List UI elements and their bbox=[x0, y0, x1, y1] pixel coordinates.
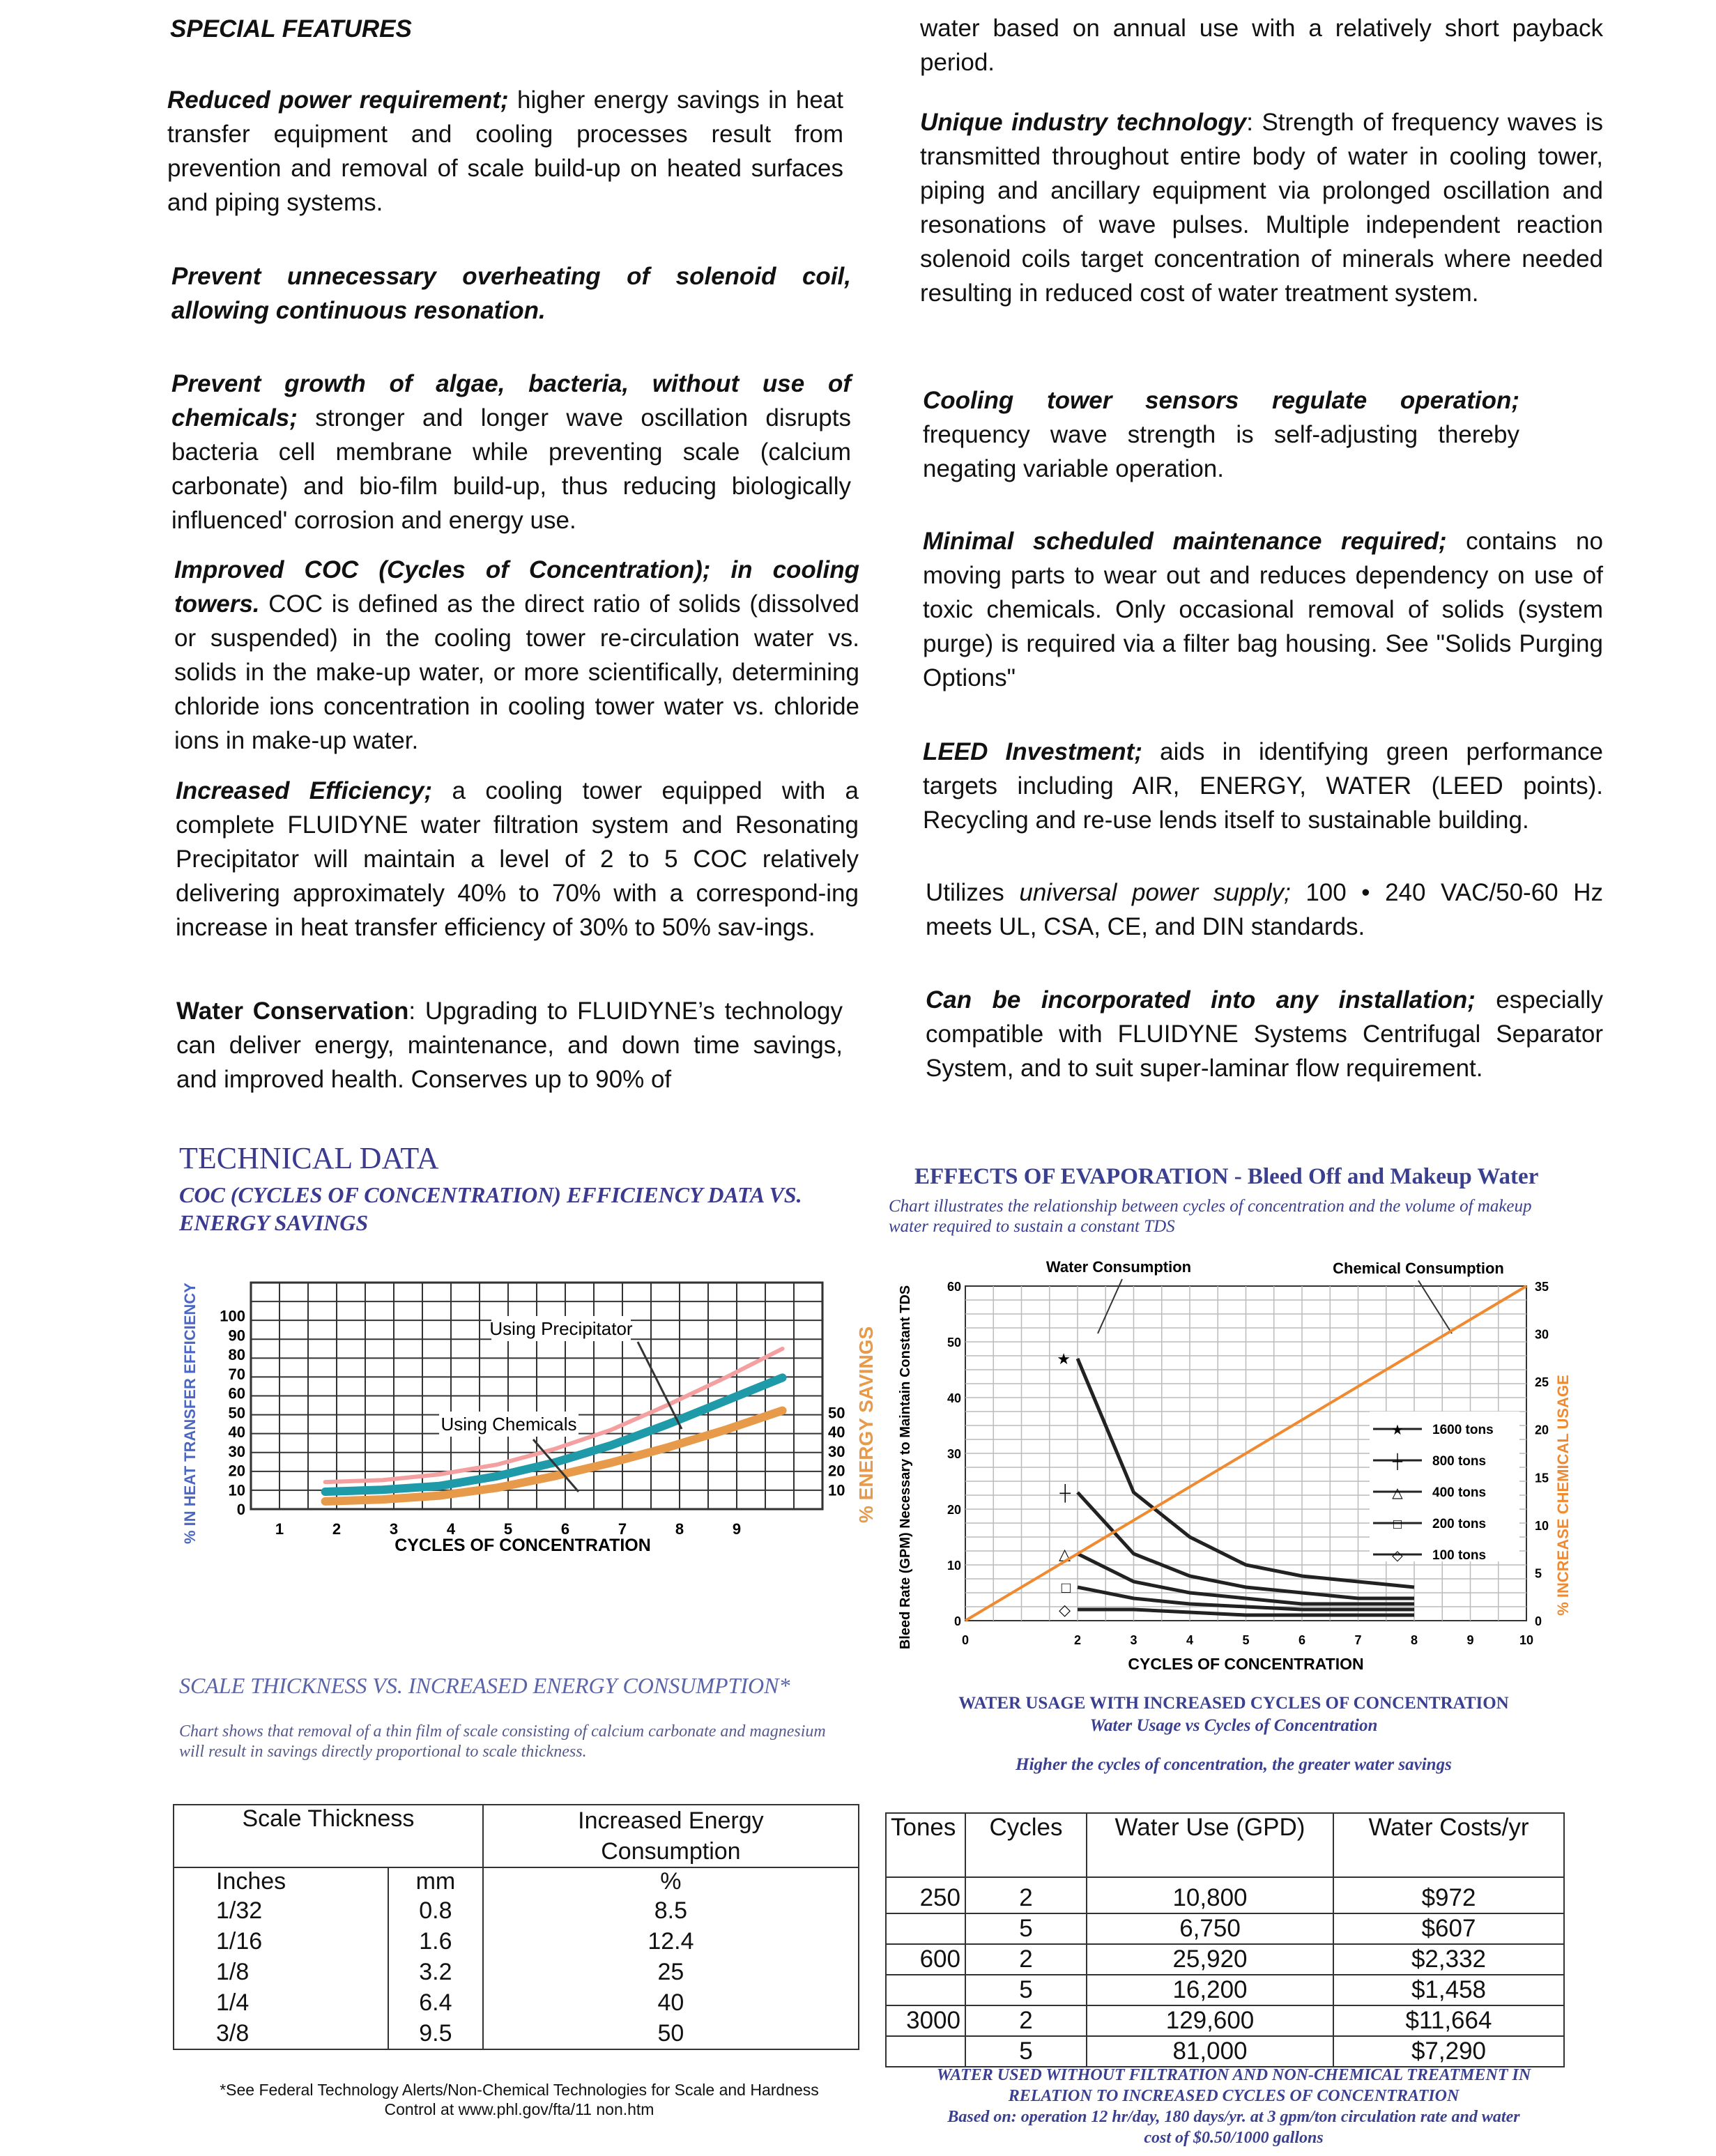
y2-tick-label: 50 bbox=[828, 1404, 845, 1422]
y2-tick-label: 10 bbox=[1535, 1518, 1549, 1533]
caption-line: Chart shows that removal of a thin film of scale consisting of calcium carbonate and magnesium bbox=[179, 1722, 826, 1741]
feature-reduced-power bbox=[167, 83, 843, 220]
feature-coc bbox=[174, 553, 859, 758]
x-tick-label: 1 bbox=[275, 1520, 284, 1538]
cell-tones: 600 bbox=[886, 1944, 965, 1975]
table-subheader-row bbox=[174, 1867, 859, 1895]
feature-text: water based on annual use with a relatively short payback period. bbox=[920, 15, 1603, 76]
header-cycles: Cycles bbox=[965, 1813, 1087, 1877]
cell-percent: 40 bbox=[483, 1987, 859, 2018]
cell-cycles: 2 bbox=[965, 1944, 1087, 1975]
y-tick-label: 50 bbox=[228, 1404, 245, 1422]
footnote-line: Control at www.phl.gov/fta/11 non.htm bbox=[384, 2100, 654, 2118]
feature-text: aids in identifying green performance targets including AIR, ENERGY, WATER (LEED points). Recycling and re-use lends itself to sustainable building. bbox=[923, 738, 1604, 834]
feature-efficiency bbox=[176, 774, 859, 945]
table-header-row bbox=[174, 1805, 859, 1867]
feature-power-supply bbox=[926, 876, 1603, 944]
x-tick-label: 8 bbox=[675, 1520, 684, 1538]
cell-water-use: 10,800 bbox=[1087, 1877, 1333, 1913]
feature-sensors bbox=[923, 383, 1519, 486]
feature-text: : Upgrading to FLUIDYNE’s technology can deliver energy, maintenance, and down time savings, and improved health. Conserves up to 90% of bbox=[176, 997, 843, 1093]
y-tick-label: 80 bbox=[228, 1346, 245, 1364]
legend-label: 100 tons bbox=[1432, 1548, 1487, 1563]
x-tick-label: 4 bbox=[1186, 1633, 1194, 1647]
legend-marker: ┼ bbox=[1392, 1454, 1403, 1469]
header-tones: Tones bbox=[886, 1813, 965, 1877]
y-tick-label: 0 bbox=[953, 1614, 961, 1628]
table-row bbox=[886, 1913, 1564, 1944]
cell-percent: 8.5 bbox=[483, 1895, 859, 1926]
feature-text: frequency wave strength is self-adjusting thereby negating variable operation. bbox=[923, 421, 1519, 482]
feature-title: Can be incorporated into any installation; bbox=[926, 986, 1476, 1014]
subheader-percent: % bbox=[483, 1867, 859, 1895]
cell-mm: 6.4 bbox=[388, 1987, 483, 2018]
evaporation-chart-title: EFFECTS OF EVAPORATION - Bleed Off and Makeup Water bbox=[914, 1164, 1539, 1189]
table-row bbox=[886, 1944, 1564, 1975]
feature-water-payback bbox=[920, 11, 1603, 79]
series-marker: ┼ bbox=[1059, 1484, 1071, 1501]
feature-title: Increased Efficiency; bbox=[176, 777, 433, 804]
header-water-use: Water Use (GPD) bbox=[1087, 1813, 1333, 1877]
table-row bbox=[174, 1895, 859, 1926]
special-features-heading: SPECIAL FEATURES bbox=[170, 15, 412, 43]
cell-water-costs: $7,290 bbox=[1333, 2036, 1564, 2067]
water-foot-line: WATER USED WITHOUT FILTRATION AND NON-CHEMICAL TREATMENT IN bbox=[936, 2066, 1531, 2084]
coc-efficiency-chart bbox=[174, 1241, 877, 1631]
series-marker: ★ bbox=[1057, 1350, 1071, 1368]
cell-tones bbox=[886, 2036, 965, 2067]
table-header-row bbox=[886, 1813, 1564, 1877]
feature-title: LEED Investment; bbox=[923, 738, 1142, 765]
subheader-inches: Inches bbox=[174, 1867, 388, 1895]
cell-mm: 9.5 bbox=[388, 2018, 483, 2049]
header-line: Increased Energy bbox=[578, 1807, 764, 1834]
cell-tones: 3000 bbox=[886, 2005, 965, 2036]
water-title-line: Higher the cycles of concentration, the greater water savings bbox=[1016, 1755, 1452, 1774]
subtitle-line: ENERGY SAVINGS bbox=[179, 1210, 369, 1235]
header-water-costs: Water Costs/yr bbox=[1333, 1813, 1564, 1877]
cell-water-use: 129,600 bbox=[1087, 2005, 1333, 2036]
feature-maintenance bbox=[923, 524, 1603, 695]
subtitle-line: COC (CYCLES OF CONCENTRATION) EFFICIENCY DATA VS. bbox=[179, 1182, 802, 1207]
evaporation-chart bbox=[889, 1244, 1572, 1673]
table-row bbox=[886, 1975, 1564, 2005]
x-tick-label: 6 bbox=[560, 1520, 570, 1538]
legend-label: 200 tons bbox=[1432, 1517, 1487, 1531]
feature-title: universal power supply; bbox=[1019, 879, 1291, 906]
cell-mm: 0.8 bbox=[388, 1895, 483, 1926]
x-tick-label: 3 bbox=[389, 1520, 399, 1538]
annotation-water: Water Consumption bbox=[1045, 1258, 1192, 1276]
cell-inches: 1/32 bbox=[174, 1895, 388, 1926]
x-tick-label: 10 bbox=[1519, 1633, 1534, 1647]
scale-caption bbox=[179, 1722, 826, 1762]
x-tick-label: 7 bbox=[618, 1520, 627, 1538]
legend-marker: ★ bbox=[1391, 1423, 1404, 1438]
y-tick-label: 60 bbox=[228, 1384, 245, 1402]
annotation-chemicals: Using Chemicals bbox=[441, 1414, 577, 1435]
feature-text: Utilizes bbox=[926, 879, 1020, 906]
feature-prevent-growth bbox=[171, 367, 851, 537]
feature-text: a cooling tower equipped with a complete FLUIDYNE water filtration system and Resonating Precipitator will maintain a level of 2 to 5 COC relatively delivering approximately 40% to 70% with a correspond-ing increase in heat transfer efficiency of 30% to 50% sav-ings. bbox=[176, 777, 859, 941]
x-tick-label: 7 bbox=[1354, 1633, 1362, 1647]
y2-axis-label: % ENERGY SAVINGS bbox=[855, 1326, 877, 1523]
y-tick-label: 10 bbox=[947, 1559, 961, 1573]
feature-text: : Strength of frequency waves is transmitted throughout entire body of water in cooling tower, piping and ancillary equipment via prolonged oscillation and resonations of wave pulses. Multiple independent reaction solenoid coils target concentration of minerals where needed resulting in reduced cost of water treatment system. bbox=[920, 109, 1603, 307]
feature-text: stronger and longer wave oscillation disrupts bacteria cell membrane while preventing scale (calcium carbonate) and bio-film build-up, thus reducing biologically influenced' corrosion and energy use. bbox=[171, 404, 851, 534]
cell-water-use: 25,920 bbox=[1087, 1944, 1333, 1975]
cell-cycles: 2 bbox=[965, 1877, 1087, 1913]
legend-marker: □ bbox=[1393, 1517, 1402, 1532]
subheader-mm: mm bbox=[388, 1867, 483, 1895]
y2-tick-label: 40 bbox=[828, 1423, 845, 1442]
cell-tones bbox=[886, 1913, 965, 1944]
feature-water-conservation bbox=[176, 994, 843, 1096]
feature-title: Improved COC (Cycles of Concentration); in cooling towers. bbox=[174, 556, 859, 618]
y-tick-label: 30 bbox=[947, 1447, 961, 1461]
cell-cycles: 5 bbox=[965, 1975, 1087, 2005]
y2-tick-label: 35 bbox=[1535, 1280, 1549, 1294]
feature-text: COC is defined as the direct ratio of solids (dissolved or suspended) in the cooling tower re-circulation water vs. solids in the make-up water, or more scientifically, determining chloride ions concentration in cooling tower water vs. chloride ions in make-up water. bbox=[174, 590, 859, 754]
x-tick-label: 9 bbox=[732, 1520, 742, 1538]
feature-title: Water Conservation bbox=[176, 997, 409, 1025]
y2-tick-label: 20 bbox=[828, 1462, 845, 1480]
cell-inches: 3/8 bbox=[174, 2018, 388, 2049]
annotation-precipitator: Using Precipitator bbox=[489, 1318, 633, 1339]
feature-leed bbox=[923, 735, 1603, 837]
x-tick-label: 2 bbox=[1073, 1633, 1082, 1647]
y2-tick-label: 30 bbox=[828, 1442, 845, 1460]
header-scale-thickness: Scale Thickness bbox=[174, 1805, 483, 1867]
feature-text: especially compatible with FLUIDYNE Systems Centrifugal Separator System, and to suit super-laminar flow requirement. bbox=[926, 986, 1603, 1082]
x-tick-label: 3 bbox=[1130, 1633, 1137, 1647]
table-row bbox=[886, 1877, 1564, 1913]
y-tick-label: 60 bbox=[947, 1280, 961, 1294]
cell-cycles: 5 bbox=[965, 2036, 1087, 2067]
series-marker: ◇ bbox=[1059, 1601, 1071, 1619]
header-energy bbox=[483, 1805, 859, 1867]
cell-water-costs: $1,458 bbox=[1333, 1975, 1564, 2005]
footnote-line: *See Federal Technology Alerts/Non-Chemical Technologies for Scale and Hardness bbox=[220, 2081, 819, 2099]
y-tick-label: 40 bbox=[947, 1391, 961, 1405]
y-axis-label: Bleed Rate (GPM) Necessary to Maintain Constant TDS bbox=[898, 1285, 913, 1650]
y-tick-label: 20 bbox=[228, 1462, 245, 1480]
x-tick-label: 6 bbox=[1298, 1633, 1306, 1647]
x-tick-label: 0 bbox=[961, 1633, 970, 1647]
technical-data-title: TECHNICAL DATA bbox=[179, 1141, 439, 1175]
y-tick-label: 30 bbox=[228, 1442, 245, 1460]
y2-tick-label: 20 bbox=[1535, 1423, 1549, 1437]
series-marker: △ bbox=[1059, 1545, 1071, 1563]
feature-title: Prevent unnecessary overheating of solenoid coil, allowing continuous resonation. bbox=[171, 263, 851, 324]
legend-label: 800 tons bbox=[1432, 1454, 1487, 1469]
cell-percent: 12.4 bbox=[483, 1926, 859, 1957]
feature-title: Minimal scheduled maintenance required; bbox=[923, 528, 1447, 555]
cell-water-costs: $2,332 bbox=[1333, 1944, 1564, 1975]
cell-water-costs: $607 bbox=[1333, 1913, 1564, 1944]
cell-water-use: 81,000 bbox=[1087, 2036, 1333, 2067]
y2-tick-label: 5 bbox=[1535, 1566, 1542, 1581]
cell-water-use: 6,750 bbox=[1087, 1913, 1333, 1944]
x-tick-label: 4 bbox=[446, 1520, 456, 1538]
cell-percent: 50 bbox=[483, 2018, 859, 2049]
feature-title: Reduced power requirement; bbox=[167, 86, 509, 114]
table-row bbox=[174, 1987, 859, 2018]
water-title-line: Water Usage vs Cycles of Concentration bbox=[1089, 1716, 1378, 1735]
cell-water-costs: $972 bbox=[1333, 1877, 1564, 1913]
x-axis-label: CYCLES OF CONCENTRATION bbox=[394, 1536, 651, 1555]
water-usage-table bbox=[885, 1812, 1565, 2067]
annotation-chemical: Chemical Consumption bbox=[1333, 1260, 1504, 1277]
table-row bbox=[174, 2018, 859, 2049]
cell-water-costs: $11,664 bbox=[1333, 2005, 1564, 2036]
feature-text: 100 • 240 VAC/50-60 Hz meets UL, CSA, CE, and DIN standards. bbox=[926, 879, 1603, 940]
table-row bbox=[886, 2036, 1564, 2067]
cell-inches: 1/8 bbox=[174, 1957, 388, 1987]
water-title-line: WATER USAGE WITH INCREASED CYCLES OF CONCENTRATION bbox=[958, 1694, 1509, 1713]
x-tick-label: 2 bbox=[332, 1520, 342, 1538]
y2-tick-label: 10 bbox=[828, 1481, 845, 1499]
x-axis-label: CYCLES OF CONCENTRATION bbox=[1128, 1655, 1364, 1673]
feature-text: contains no moving parts to wear out and reduces dependency on use of toxic chemicals. Only occasional removal of solids (system purge) is required via a filter bag housing. See "Solids Purging Options" bbox=[923, 528, 1603, 691]
cell-inches: 1/16 bbox=[174, 1926, 388, 1957]
y-tick-label: 70 bbox=[228, 1365, 245, 1383]
table-row bbox=[886, 2005, 1564, 2036]
technical-data-subtitle bbox=[179, 1181, 802, 1237]
table-row bbox=[174, 1957, 859, 1987]
y-tick-label: 50 bbox=[947, 1336, 961, 1350]
caption-line: will result in savings directly proportional to scale thickness. bbox=[179, 1743, 587, 1761]
cell-inches: 1/4 bbox=[174, 1987, 388, 2018]
legend-label: 1600 tons bbox=[1432, 1423, 1494, 1437]
legend-label: 400 tons bbox=[1432, 1485, 1487, 1500]
scale-thickness-table bbox=[173, 1804, 859, 2050]
cell-cycles: 2 bbox=[965, 2005, 1087, 2036]
series-marker: □ bbox=[1061, 1579, 1071, 1596]
cell-tones bbox=[886, 1975, 965, 2005]
y2-tick-label: 25 bbox=[1535, 1375, 1549, 1390]
cell-water-use: 16,200 bbox=[1087, 1975, 1333, 2005]
feature-title: Unique industry technology bbox=[920, 109, 1247, 136]
cell-cycles: 5 bbox=[965, 1913, 1087, 1944]
water-usage-title bbox=[885, 1692, 1582, 1776]
x-tick-label: 8 bbox=[1410, 1633, 1418, 1647]
x-tick-label: 5 bbox=[503, 1520, 513, 1538]
feature-overheating bbox=[171, 259, 851, 328]
y-tick-label: 100 bbox=[220, 1307, 245, 1325]
feature-title: Cooling tower sensors regulate operation; bbox=[923, 387, 1519, 414]
cell-percent: 25 bbox=[483, 1957, 859, 1987]
table-row bbox=[174, 1926, 859, 1957]
feature-incorporated bbox=[926, 983, 1603, 1085]
y-tick-label: 0 bbox=[236, 1501, 245, 1518]
x-tick-label: 5 bbox=[1242, 1633, 1250, 1647]
legend-marker: △ bbox=[1392, 1485, 1403, 1501]
y-tick-label: 10 bbox=[228, 1481, 245, 1499]
feature-text: higher energy savings in heat transfer equipment and cooling processes result from prevention and removal of scale build-up on heated surfaces and piping systems. bbox=[167, 86, 843, 216]
scale-title: SCALE THICKNESS VS. INCREASED ENERGY CONSUMPTION* bbox=[179, 1673, 790, 1698]
scale-footnote bbox=[185, 2080, 854, 2119]
cell-mm: 3.2 bbox=[388, 1957, 483, 1987]
water-usage-footnote bbox=[885, 2065, 1582, 2148]
header-line: Consumption bbox=[601, 1838, 741, 1865]
cell-tones: 250 bbox=[886, 1877, 965, 1913]
water-foot-line: Based on: operation 12 hr/day, 180 days/yr. at 3 gpm/ton circulation rate and water bbox=[947, 2108, 1520, 2126]
legend-marker: ◇ bbox=[1392, 1548, 1403, 1564]
y-axis-label: % IN HEAT TRANSFER EFFICIENCY bbox=[181, 1283, 199, 1544]
feature-unique-technology bbox=[920, 105, 1603, 310]
y2-tick-label: 30 bbox=[1535, 1327, 1549, 1342]
x-tick-label: 9 bbox=[1466, 1633, 1474, 1647]
y-tick-label: 90 bbox=[228, 1327, 245, 1345]
y-tick-label: 40 bbox=[228, 1423, 245, 1442]
y2-axis-label: % INCREASE CHEMICAL USAGE bbox=[1554, 1375, 1572, 1616]
feature-title: Prevent growth of algae, bacteria, without use of chemicals; bbox=[171, 370, 851, 431]
water-foot-line: RELATION TO INCREASED CYCLES OF CONCENTRATION bbox=[1008, 2087, 1460, 2105]
cell-mm: 1.6 bbox=[388, 1926, 483, 1957]
y2-tick-label: 0 bbox=[1535, 1614, 1542, 1628]
y2-tick-label: 15 bbox=[1535, 1471, 1549, 1485]
y-tick-label: 20 bbox=[947, 1503, 961, 1517]
evaporation-chart-subtitle: Chart illustrates the relationship between cycles of concentration and the volume of makeup water required to sustain a constant TDS bbox=[889, 1197, 1532, 1236]
water-foot-line: cost of $0.50/1000 gallons bbox=[1144, 2129, 1324, 2147]
